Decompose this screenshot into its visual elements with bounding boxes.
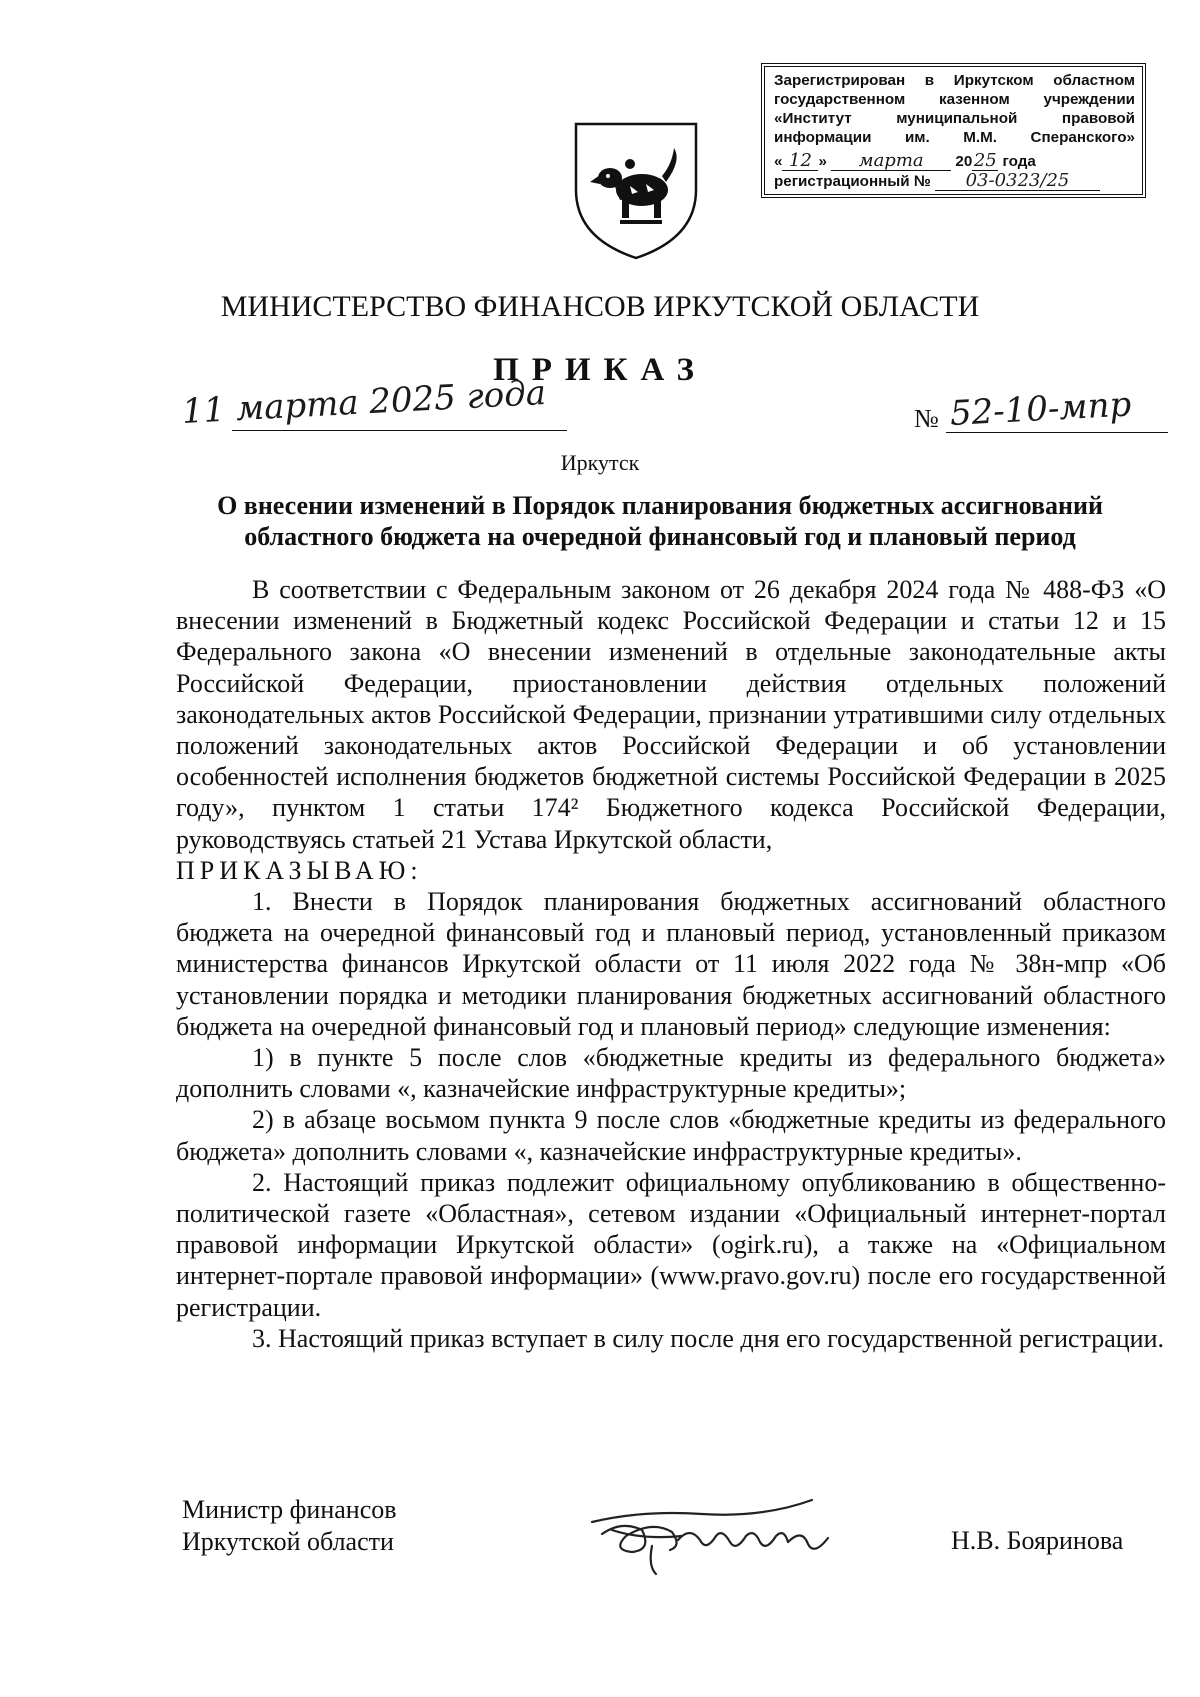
order-date-handwritten: 11 марта 2025 года [180, 372, 547, 432]
signatory-name: Н.В. Бояринова [951, 1526, 1124, 1555]
stamp-line-1: Зарегистрирован в Иркутском областном [774, 72, 1135, 89]
stamp-date-year-suffix: 25 [973, 150, 997, 171]
stamp-date-open-quote: « [774, 153, 783, 170]
registration-stamp [761, 63, 1146, 198]
stamp-reg-line [774, 171, 1135, 191]
stamp-reg-label: регистрационный № [774, 173, 931, 190]
item-1-2-paragraph: 2) в абзаце восьмом пункта 9 после слов «бюджетные кредиты из федерального бюджета» дополнить словами «, казначейские инфраструктурные кредиты». [176, 1105, 1166, 1166]
stamp-line-3: «Институт муниципальной правовой [774, 110, 1135, 127]
order-number-label: № [914, 404, 939, 433]
document-type-title: ПРИКАЗ [493, 352, 707, 388]
number-underline [946, 432, 1168, 433]
stamp-date-year-prefix: 20 [955, 153, 973, 170]
stamp-date-day: 12 [782, 151, 818, 171]
stamp-line-4: информации им. М.М. Сперанского» [774, 129, 1135, 146]
order-number-handwritten: 52-10-мпр [948, 384, 1133, 434]
item-2-paragraph: 2. Настоящий приказ подлежит официальному опубликованию в общественно-политической газете «Областная», сетевом издании «Официальный интернет-портал правовой информации Иркутской области» (ogirk.ru), а также на «Официальном интернет-портале правовой информации» (www.pravo.gov.ru) после его государственной регистрации. [176, 1167, 1166, 1322]
date-underline [232, 430, 567, 431]
item-3-paragraph: 3. Настоящий приказ вступает в силу после дня его государственной регистрации. [252, 1323, 1165, 1353]
order-body [176, 574, 1166, 1354]
stamp-date-close-quote: » [818, 153, 827, 170]
stamp-reg-number: 03-0323/25 [935, 171, 1100, 191]
order-subject [160, 490, 1160, 552]
city-name: Иркутск [560, 450, 640, 475]
order-word: ПРИКАЗЫВАЮ: [176, 855, 423, 885]
stamp-line-2: государственном казенном учреждении [774, 91, 1135, 108]
item-1-paragraph: 1. Внести в Порядок планирования бюджетных ассигнований областного бюджета на очередной финансовый год и плановый период, установленный приказом министерства финансов Иркутской области от 11 июля 2022 года № 38н-мпр «Об установлении порядка и методики планирования бюджетных ассигнований областного бюджета на очередной финансовый год и плановый период» следующие изменения: [176, 887, 1166, 1041]
signatory-title-line-2: Иркутской области [182, 1527, 394, 1556]
signatory-title-line-1: Министр финансов [182, 1495, 397, 1524]
item-1-1-paragraph: 1) в пункте 5 после слов «бюджетные кредиты из федерального бюджета» дополнить словами «, казначейские инфраструктурные кредиты»; [176, 1043, 1166, 1104]
preamble-paragraph: В соответствии с Федеральным законом от 26 декабря 2024 года № 488-ФЗ «О внесении изменений в Бюджетный кодекс Российской Федерации и статьи 12 и 15 Федерального закона «О внесении изменений в отдельные законодательные акты Российской Федерации, приостановлении действия отдельных положений законодательных актов Российской Федерации, признании утратившими силу отдельных положений законодательных актов Российской Федерации и об установлении особенностей исполнения бюджетов бюджетной системы Российской Федерации в 2025 году», пунктом 1 статьи 174² Бюджетного кодекса Российской Федерации, руководствуясь статьей 21 Устава Иркутской области, [176, 575, 1166, 854]
subject-line-2: областного бюджета на очередной финансовый год и плановый период [244, 522, 1076, 551]
ministry-name: МИНИСТЕРСТВО ФИНАНСОВ ИРКУТСКОЙ ОБЛАСТИ [220, 290, 980, 323]
coat-of-arms-icon [570, 120, 702, 262]
signatory-title [182, 1494, 397, 1558]
stamp-date-line [774, 151, 1135, 171]
handwritten-signature [582, 1470, 882, 1580]
subject-line-1: О внесении изменений в Порядок планирования бюджетных ассигнований [217, 491, 1103, 520]
stamp-date-year-word: года [1002, 153, 1036, 170]
stamp-date-month: марта [831, 151, 951, 171]
